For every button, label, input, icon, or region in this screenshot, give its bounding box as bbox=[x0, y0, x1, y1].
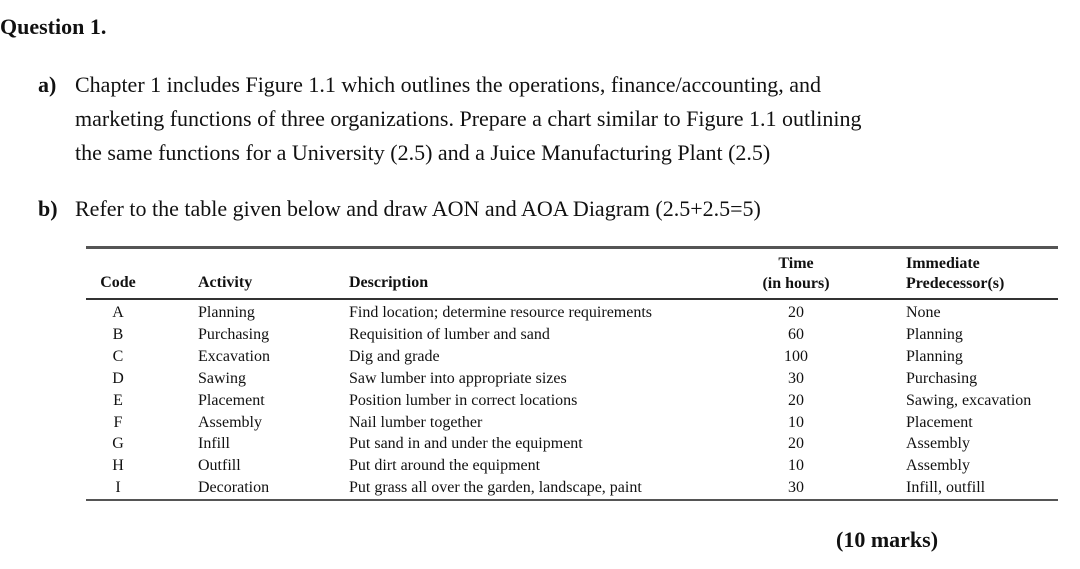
table-cell-time: 60 bbox=[788, 325, 804, 343]
table-cell-activity: Outfill bbox=[198, 457, 241, 475]
column-code bbox=[88, 302, 148, 499]
table-cell-code: C bbox=[112, 347, 124, 365]
table-cell-time: 30 bbox=[788, 479, 804, 497]
table-cell-activity: Decoration bbox=[198, 479, 270, 497]
table-cell-predecessor: None bbox=[906, 304, 941, 321]
marks-label: (10 marks) bbox=[836, 527, 939, 552]
table-cell-predecessor: Planning bbox=[906, 347, 963, 365]
table-cell-description: Find location; determine resource requirements bbox=[349, 304, 653, 321]
table-cell-predecessor: Purchasing bbox=[906, 369, 978, 387]
table-cell-time: 30 bbox=[788, 369, 804, 387]
part-b-label: b) bbox=[38, 196, 58, 221]
table-cell-time: 10 bbox=[788, 457, 804, 475]
table-cell-description: Put grass all over the garden, landscape, paint bbox=[349, 479, 642, 497]
table-cell-code: F bbox=[113, 413, 123, 431]
table-cell-code: B bbox=[112, 325, 124, 343]
table-cell-time: 10 bbox=[788, 413, 804, 431]
column-time bbox=[746, 302, 846, 499]
table-bottom-rule bbox=[86, 499, 1058, 501]
part-b bbox=[38, 192, 998, 226]
table-cell-predecessor: Assembly bbox=[906, 457, 970, 475]
part-a-line: the same functions for a University (2.5) and a Juice Manufacturing Plant (2.5) bbox=[75, 140, 771, 165]
table-cell-description: Dig and grade bbox=[349, 347, 440, 365]
table-cell-time: 100 bbox=[784, 347, 808, 365]
header-predecessor bbox=[906, 254, 1004, 294]
table-cell-predecessor: Assembly bbox=[906, 435, 970, 453]
header-code: Code bbox=[100, 274, 136, 291]
table-cell-description: Nail lumber together bbox=[349, 413, 483, 431]
table-cell-predecessor: Infill, outfill bbox=[906, 479, 986, 497]
header-pred-line1: Immediate bbox=[906, 255, 980, 272]
table-cell-code: E bbox=[113, 391, 123, 409]
table-cell-description: Put sand in and under the equipment bbox=[349, 435, 583, 453]
table-cell-description: Put dirt around the equipment bbox=[349, 457, 541, 475]
part-b-text: Refer to the table given below and draw AON and AOA Diagram (2.5+2.5=5) bbox=[75, 196, 761, 221]
table-cell-time: 20 bbox=[788, 435, 804, 453]
header-time-line2: (in hours) bbox=[762, 275, 830, 292]
header-time bbox=[746, 254, 846, 294]
table-cell-predecessor: Planning bbox=[906, 325, 963, 343]
table-cell-activity: Excavation bbox=[198, 347, 270, 365]
table-cell-description: Requisition of lumber and sand bbox=[349, 325, 550, 343]
header-activity: Activity bbox=[198, 274, 253, 291]
table-cell-activity: Purchasing bbox=[198, 325, 270, 343]
table-cell-description: Saw lumber into appropriate sizes bbox=[349, 369, 567, 387]
part-a-line: marketing functions of three organizations. Prepare a chart similar to Figure 1.1 outlining bbox=[75, 106, 862, 131]
table-cell-activity: Infill bbox=[198, 435, 230, 453]
table-cell-code: I bbox=[115, 479, 121, 497]
table-cell-predecessor: Placement bbox=[906, 413, 973, 431]
part-a-text bbox=[75, 68, 998, 170]
part-a-line: Chapter 1 includes Figure 1.1 which outlines the operations, finance/accounting, and bbox=[75, 72, 821, 97]
table-cell-time: 20 bbox=[788, 391, 804, 409]
table-cell-time: 20 bbox=[788, 304, 804, 321]
header-description: Description bbox=[349, 274, 429, 291]
part-a-label: a) bbox=[38, 72, 57, 97]
table-cell-code: A bbox=[112, 304, 124, 321]
header-time-line1: Time bbox=[778, 255, 814, 272]
table-cell-activity: Planning bbox=[198, 304, 255, 321]
table-cell-code: D bbox=[112, 369, 124, 387]
column-predecessor bbox=[906, 302, 1066, 499]
column-activity bbox=[198, 302, 338, 499]
header-pred-line2: Predecessor(s) bbox=[906, 275, 1005, 292]
table-cell-activity: Assembly bbox=[198, 413, 262, 431]
table-cell-description: Position lumber in correct locations bbox=[349, 391, 578, 409]
table-cell-activity: Sawing bbox=[198, 369, 246, 387]
table-cell-code: H bbox=[112, 457, 124, 475]
table-cell-predecessor: Sawing, excavation bbox=[906, 391, 1032, 409]
column-description bbox=[349, 302, 749, 499]
table-cell-code: G bbox=[112, 435, 124, 453]
table-top-rule bbox=[86, 246, 1058, 249]
activity-table bbox=[86, 246, 1058, 501]
question-title: Question 1. bbox=[0, 14, 107, 39]
table-cell-activity: Placement bbox=[198, 391, 265, 409]
part-a bbox=[38, 68, 998, 170]
table-header-rule bbox=[86, 298, 1058, 300]
